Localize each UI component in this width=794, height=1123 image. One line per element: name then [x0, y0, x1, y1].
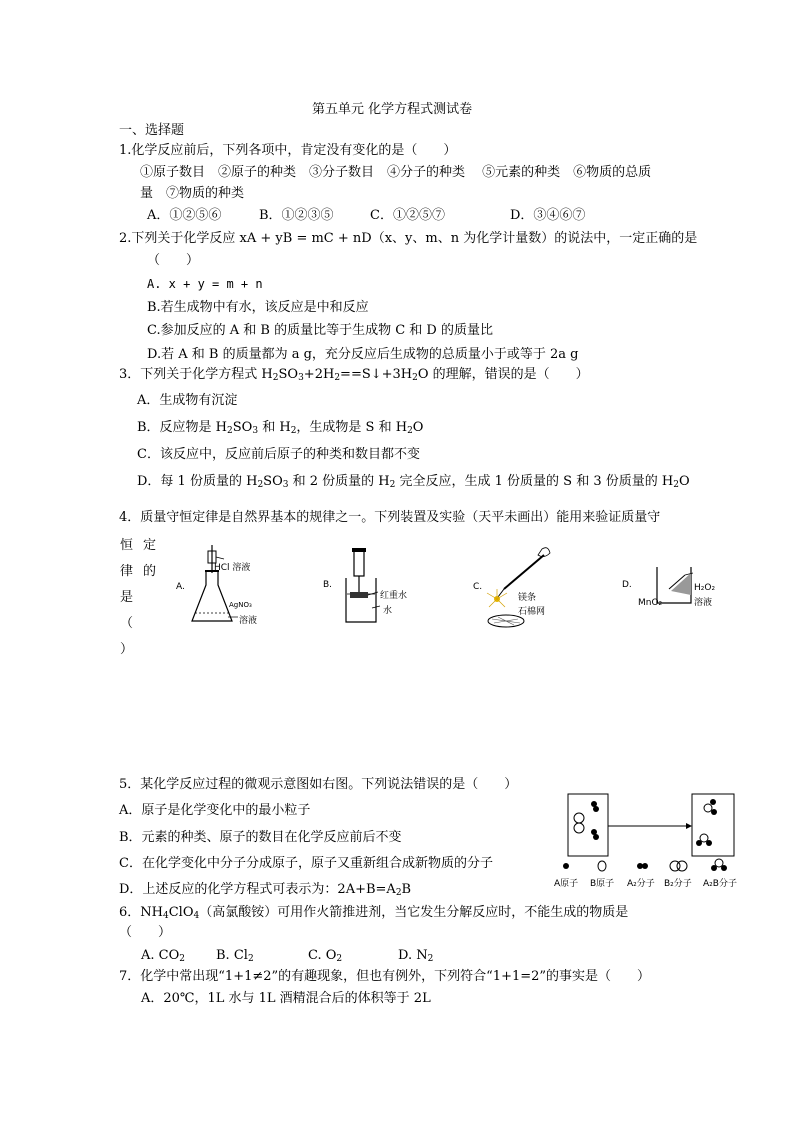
legend-a2-molecule: A₂分子: [627, 879, 655, 889]
q4-fig-c-mg: 镁条: [518, 593, 537, 603]
legend-a-atom: A原子: [554, 879, 579, 889]
q4-fig-d-letter: D.: [622, 580, 632, 590]
q4-vertical-char: 的: [143, 564, 157, 579]
q1-option-c: C．①②⑤⑦: [370, 208, 445, 223]
q5-option-c: C．在化学变化中分子分成原子，原子又重新组合成新物质的分子: [119, 856, 493, 871]
q5-stem: 5．某化学反应过程的微观示意图如右图。下列说法错误的是（ ）: [119, 777, 518, 792]
q4-fig-d-solution: 溶液: [694, 598, 713, 608]
q3-option-b: B．反应物是 $H_2SO_3$ 和 $H_2$，生成物是 S 和 $H_2O$: [137, 420, 424, 436]
legend-b2-molecule: B₂分子: [664, 879, 692, 889]
q7-stem: 7．化学中常出现“1+1≠2”的有趣现象，但也有例外，下列符合“1+1=2”的事实是（ ）: [119, 969, 651, 984]
q1-option-a: A．①②⑤⑥: [147, 208, 222, 223]
q4-vertical-char: （: [120, 616, 134, 631]
q6-option-a: A. $CO_2$: [141, 948, 185, 964]
q4-fig-c-net: 石棉网: [518, 607, 546, 617]
q2-option-d: D.若 A 和 B 的质量都为 a g，充分反应后生成物的总质量小于或等于 2a g: [147, 347, 579, 362]
reaction-diagram: [550, 790, 750, 890]
q4-fig-a-letter: A.: [176, 582, 185, 592]
q1-items: ①原子数目 ②原子的种类 ③分子数目 ④分子的种类 ⑤元素的种类 ⑥物质的总质: [140, 165, 652, 180]
q7-option-a: A．20℃，1L 水与 1L 酒精混合后的体积等于 2L: [141, 991, 431, 1006]
q3-option-c: C．该反应中，反应前后原子的种类和数目都不变: [137, 447, 420, 462]
q2-option-a: A. x + y = m + n: [147, 277, 263, 291]
q1-option-b: B．①②③⑤: [259, 208, 334, 223]
q4-fig-b-phosphorus: 红重水: [380, 591, 408, 601]
q5-option-d: D．上述反应的化学方程式可表示为：$2A+B=A_2B$: [119, 882, 412, 898]
legend-b-atom: B原子: [590, 879, 615, 889]
burning-diagram: [484, 545, 566, 630]
q4-fig-c-letter: C.: [473, 582, 483, 592]
section-heading: 一、选择题: [119, 123, 185, 138]
q4-vertical-char: 定: [143, 538, 157, 553]
q1-items-cont: 量 ⑦物质的种类: [140, 186, 245, 201]
q2-option-b: B.若生成物中有水，该反应是中和反应: [147, 300, 369, 315]
q6-option-d: D. $N_2$: [398, 948, 434, 964]
page-title: 第五单元 化学方程式测试卷: [312, 102, 473, 117]
q6-stem: 6．$NH_4ClO_4$（高氯酸铵）可用作火箭推进剂，当它发生分解反应时，不能生成的物质是: [119, 905, 629, 921]
q2-stem: 2.下列关于化学反应 xA + yB = mC + nD（x、y、m、n 为化学计量数）的说法中，一定正确的是: [119, 231, 698, 246]
beaker-diagram: [342, 548, 402, 626]
q4-fig-b-letter: B.: [323, 580, 333, 590]
q6-option-b: B. $Cl_2$: [216, 948, 254, 964]
q1-stem: 1.化学反应前后，下列各项中，肯定没有变化的是（ ）: [119, 143, 457, 158]
q4-fig-a-hcl: HCl 溶液: [214, 563, 251, 573]
q2-paren: （ ）: [147, 253, 200, 268]
q3-stem: 3．下列关于化学方程式 $H_2SO_3+2H_2==S↓+3H_2O$ 的理解，错误的是（ ）: [119, 367, 589, 383]
legend-a2b-molecule: A₂B分子: [703, 879, 737, 889]
q4-vertical-char: 恒: [120, 538, 134, 553]
q3-option-a: A．生成物有沉淀: [137, 393, 238, 408]
q4-stem: 4．质量守恒定律是自然界基本的规律之一。下列装置及实验（天平未画出）能用来验证质量守: [119, 510, 661, 525]
q6-option-c: C. $O_2$: [308, 948, 343, 964]
q1-option-d: D．③④⑥⑦: [510, 208, 586, 223]
q2-option-c: C.参加反应的 A 和 B 的质量比等于生成物 C 和 D 的质量比: [147, 323, 493, 338]
q4-fig-d-h2o2: H₂O₂: [694, 583, 716, 593]
q4-fig-b-water: 水: [383, 606, 393, 616]
q4-vertical-char: 律: [120, 564, 134, 579]
q5-option-a: A．原子是化学变化中的最小粒子: [119, 803, 311, 818]
q3-option-d: D．每 1 份质量的 $H_2SO_3$ 和 2 份质量的 $H_2$ 完全反应，生成 1 份质量的 S 和 3 份质量的 $H_2O$: [137, 474, 690, 490]
q4-fig-d-mno2: MnO₂: [638, 598, 663, 608]
q4-fig-a-solution: 溶液: [239, 616, 258, 626]
q4-vertical-char: 是: [120, 590, 134, 605]
q6-paren: （ ）: [119, 925, 172, 940]
q5-option-b: B．元素的种类、原子的数目在化学反应前后不变: [119, 830, 402, 845]
q4-fig-a-agno3: AgNO₃: [229, 601, 252, 609]
q4-vertical-char: ）: [120, 642, 134, 657]
